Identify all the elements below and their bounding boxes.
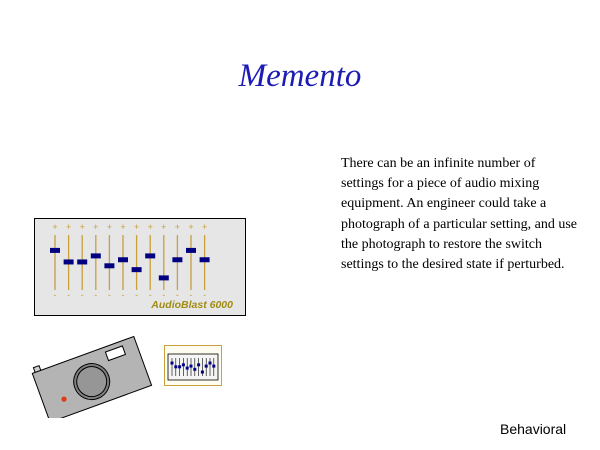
photo-fader-knob [190,365,193,368]
photo-fader-knob [205,365,208,368]
fader-plus-label: + [65,222,72,232]
fader-knob[interactable] [200,257,210,262]
fader-minus-label: - [53,290,57,300]
fader-knob[interactable] [104,263,114,268]
fader-minus-label: - [203,290,207,300]
photo-fader-knob [171,362,174,365]
photo-fader-knob [197,363,200,366]
photo-fader-knob [209,362,212,365]
description-paragraph: There can be an infinite number of settings for a piece of audio mixing equipment. An engineer could take a photograph of a particular setting, and use the photograph to restore the switch settings to the desired state if perturbed. [341,156,577,273]
mixer-panel [34,218,246,316]
fader-plus-label: + [147,222,153,232]
fader-minus-label: - [175,290,179,300]
fader-plus-label: + [52,222,58,232]
footer-label: Behavioral [500,421,567,437]
mixer-brand-label: AudioBlast 6000 [151,299,233,311]
fader-minus-label: - [162,290,166,300]
fader-knob[interactable] [186,248,196,253]
fader-minus-label: - [121,290,125,300]
fader-plus-label: + [106,222,113,232]
photo-fader-knob [178,365,181,368]
fader-knob[interactable] [132,267,142,272]
fader-minus-label: - [67,290,71,300]
camera-icon [26,318,156,418]
fader-plus-label: + [174,222,181,232]
fader-minus-label: - [107,290,111,300]
fader-knob[interactable] [118,257,128,262]
photo-fader-knob [182,363,185,366]
photo-fader-knob [201,371,204,374]
fader-knob[interactable] [91,253,101,258]
fader-minus-label: - [189,290,193,300]
fader-knob[interactable] [64,259,74,264]
fader-plus-label: + [120,222,126,232]
fader-knob[interactable] [145,253,155,258]
fader-plus-label: + [79,222,85,232]
photograph-icon [164,345,222,387]
fader-minus-label: - [135,290,139,300]
fader-plus-label: + [93,222,99,232]
slide-title: Memento [238,58,362,94]
fader-knob[interactable] [159,275,169,280]
fader-minus-label: - [148,290,152,300]
photo-fader-knob [212,365,215,368]
fader-knob[interactable] [172,257,182,262]
fader-plus-label: + [201,222,208,232]
photo-fader-knob [193,368,196,371]
fader-plus-label: + [133,222,140,232]
photo-fader-knob [174,365,177,368]
fader-plus-label: + [161,222,167,232]
fader-minus-label: - [80,290,84,300]
fader-plus-label: + [188,222,194,232]
photo-fader-knob [186,367,189,370]
fader-minus-label: - [94,290,98,300]
fader-knob[interactable] [50,248,60,253]
fader-knob[interactable] [77,259,87,264]
description-text [341,154,581,275]
